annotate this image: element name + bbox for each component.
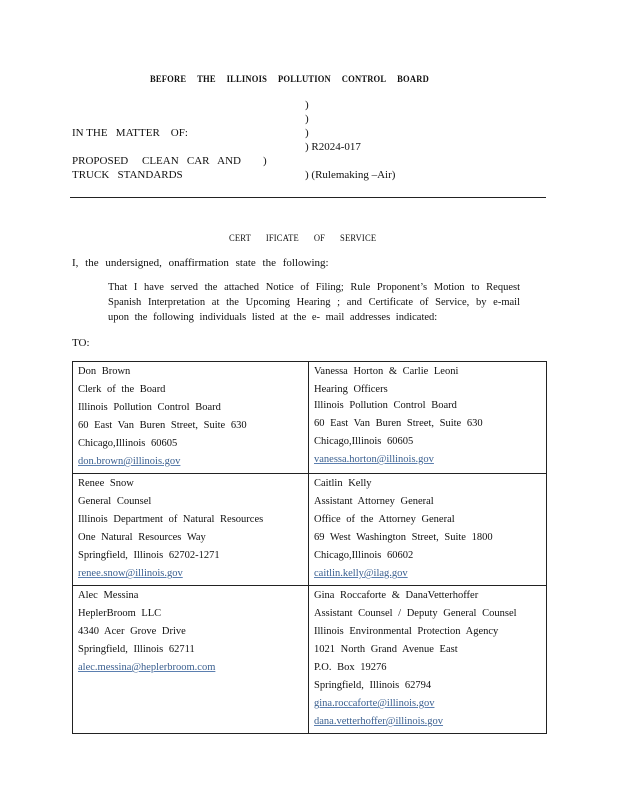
recipient-line: Illinois Department of Natural Resources bbox=[78, 514, 264, 525]
recipient-email-link[interactable]: alec.messina@heplerbroom.com bbox=[78, 662, 216, 673]
recipient-email-link[interactable]: caitlin.kelly@ilag.gov bbox=[314, 568, 408, 579]
recipient-email-link[interactable]: dana.vetterhoffer@illinois.gov bbox=[314, 716, 444, 727]
recipient-cell bbox=[73, 362, 309, 474]
recipient-cell bbox=[309, 586, 547, 734]
rulemaking-label: ) (Rulemaking –Air) bbox=[305, 169, 396, 181]
recipient-cell bbox=[73, 586, 309, 734]
docket-number: ) R2024-017 bbox=[305, 141, 361, 153]
caption-paren: ) bbox=[305, 127, 309, 139]
board-title-word: BOARD bbox=[397, 75, 429, 85]
recipient-email-link[interactable]: don.brown@illinois.gov bbox=[78, 456, 181, 467]
caption-paren: ) bbox=[305, 99, 309, 111]
board-title-word: CONTROL bbox=[341, 75, 387, 85]
recipient-line: Chicago,Illinois 60605 bbox=[78, 438, 178, 449]
recipient-email-link[interactable]: renee.snow@illinois.gov bbox=[78, 568, 183, 579]
recipient-line: Office of the Attorney General bbox=[314, 514, 455, 525]
caption-divider bbox=[70, 197, 546, 198]
proposal-title-line2: TRUCK STANDARDS bbox=[72, 169, 183, 181]
board-title-word: ILLINOIS bbox=[226, 75, 268, 85]
table-row bbox=[73, 474, 547, 586]
board-title-word: POLLUTION bbox=[277, 75, 331, 85]
recipient-email-link[interactable]: vanessa.horton@illinois.gov bbox=[314, 454, 434, 465]
recipient-name: Renee Snow bbox=[78, 478, 134, 489]
recipient-line: 60 East Van Buren Street, Suite 630 bbox=[314, 418, 483, 429]
recipient-name: Don Brown bbox=[78, 366, 131, 377]
service-list-table bbox=[72, 361, 547, 734]
recipient-line: Hearing Officers bbox=[314, 384, 388, 395]
certificate-title: CERT IFICATE OF SERVICE bbox=[229, 234, 377, 244]
table-row bbox=[73, 362, 547, 474]
board-title bbox=[150, 75, 429, 85]
recipient-name: Vanessa Horton & Carlie Leoni bbox=[314, 366, 459, 377]
recipient-line: Clerk of the Board bbox=[78, 384, 166, 395]
recipient-line: Springfield, Illinois 62702-1271 bbox=[78, 550, 220, 561]
recipient-cell bbox=[309, 362, 547, 474]
proposal-title-line1: PROPOSED CLEAN CAR AND ) bbox=[72, 155, 267, 167]
caption-paren: ) bbox=[305, 113, 309, 125]
recipient-cell bbox=[309, 474, 547, 586]
recipient-line: Assistant Counsel / Deputy General Counsel bbox=[314, 608, 517, 619]
recipient-cell bbox=[73, 474, 309, 586]
recipient-line: P.O. Box 19276 bbox=[314, 662, 387, 673]
recipient-line: General Counsel bbox=[78, 496, 152, 507]
recipient-line: 69 West Washington Street, Suite 1800 bbox=[314, 532, 493, 543]
certificate-intro: I, the undersigned, onaffirmation state the following: bbox=[72, 257, 329, 269]
recipient-line: Assistant Attorney General bbox=[314, 496, 434, 507]
recipient-line: Chicago,Illinois 60605 bbox=[314, 436, 414, 447]
board-title-word: BEFORE bbox=[150, 75, 187, 85]
in-the-matter: IN THE MATTER OF: bbox=[72, 127, 188, 139]
to-label: TO: bbox=[72, 337, 90, 349]
recipient-line: 1021 North Grand Avenue East bbox=[314, 644, 458, 655]
recipient-line: 4340 Acer Grove Drive bbox=[78, 626, 186, 637]
recipient-line: 60 East Van Buren Street, Suite 630 bbox=[78, 420, 247, 431]
recipient-line: Chicago,Illinois 60602 bbox=[314, 550, 414, 561]
recipient-name: Caitlin Kelly bbox=[314, 478, 372, 489]
certificate-paragraph: That I have served the attached Notice of Filing; Rule Proponent’s Motion to Request Spanish Interpretation at the Upcoming Hearing ; and Certificate of Service, by e-mail upon the following individuals listed at the e- mail addresses indicated: bbox=[108, 282, 520, 323]
recipient-name: Alec Messina bbox=[78, 590, 139, 601]
board-title-word: THE bbox=[197, 75, 216, 85]
table-row bbox=[73, 586, 547, 734]
recipient-line: Illinois Pollution Control Board bbox=[314, 400, 457, 411]
recipient-line: One Natural Resources Way bbox=[78, 532, 206, 543]
recipient-line: HeplerBroom LLC bbox=[78, 608, 162, 619]
recipient-email-link[interactable]: gina.roccaforte@illinois.gov bbox=[314, 698, 435, 709]
recipient-line: Springfield, Illinois 62794 bbox=[314, 680, 432, 691]
recipient-line: Illinois Pollution Control Board bbox=[78, 402, 221, 413]
recipient-name: Gina Roccaforte & DanaVetterhoffer bbox=[314, 590, 479, 601]
recipient-line: Illinois Environmental Protection Agency bbox=[314, 626, 499, 637]
recipient-line: Springfield, Illinois 62711 bbox=[78, 644, 195, 655]
